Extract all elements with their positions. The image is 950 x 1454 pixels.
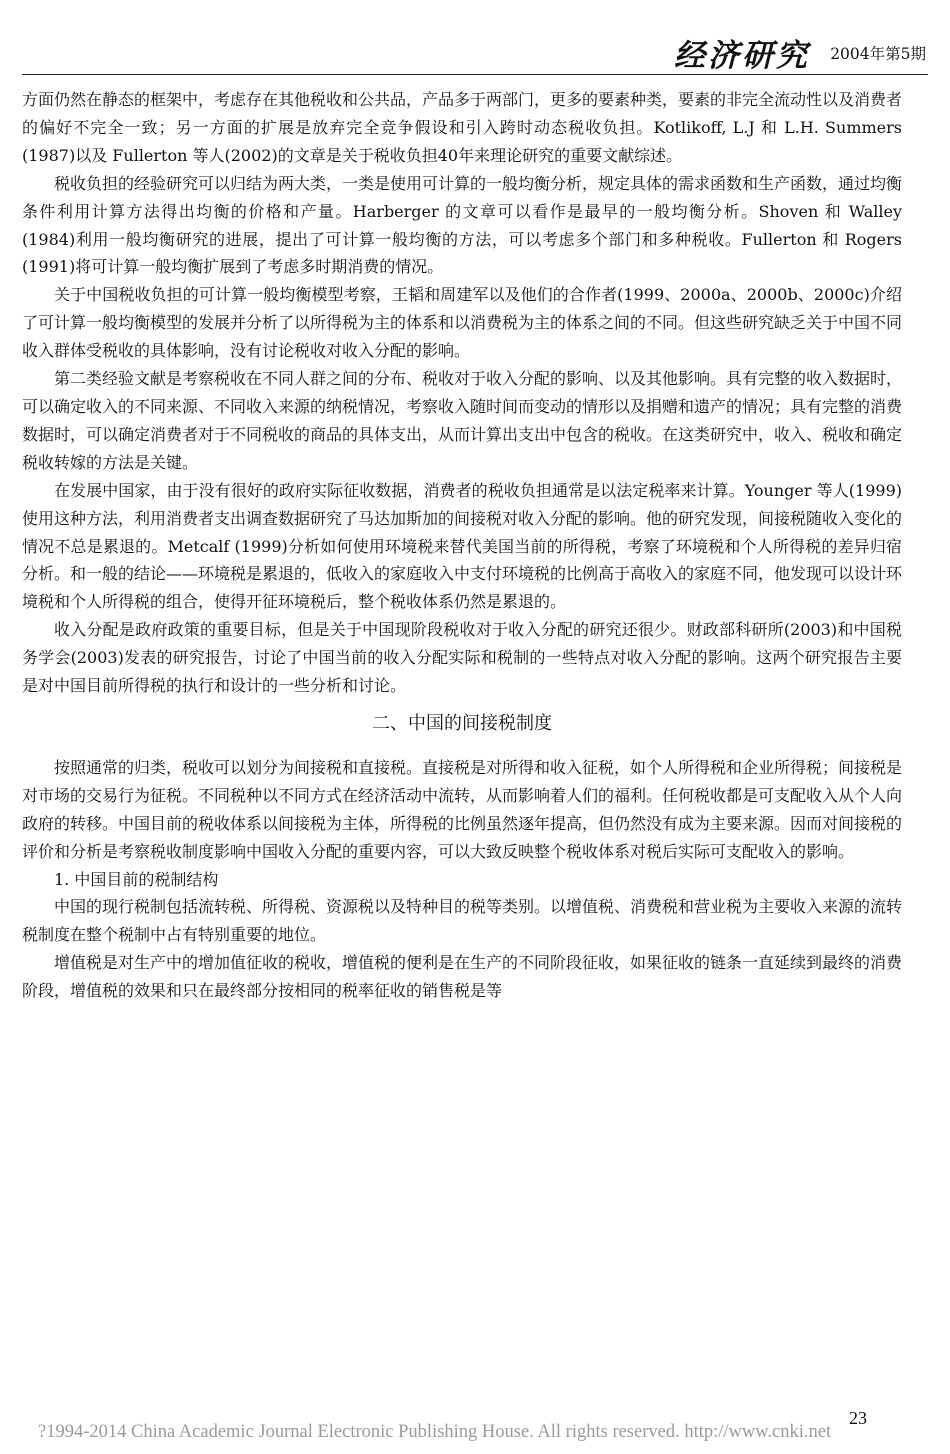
paragraph: 在发展中国家，由于没有很好的政府实际征收数据，消费者的税收负担通常是以法定税率来计算。Younger 等人(1999)使用这种方法，利用消费者支出调查数据研究了马达加斯加的间接税对收入分配的影响。他的研究发现，间接税随收入变化的情况不总是累退的。Metcalf (1999)分析如何使用环境税来替代美国当前的所得税，考察了环境税和个人所得税的差异归宿分析。和一般的结论——环境税是累退的，低收入的家庭收入中支付环境税的比例高于高收入的家庭不同，他发现可以设计环境税和个人所得税的组合，使得开征环境税后，整个税收体系仍然是累退的。: [22, 480, 903, 612]
page-number: 23: [849, 1408, 867, 1428]
issue-label: 2004年第5期: [830, 45, 926, 63]
paragraph: 第二类经验文献是考察税收在不同人群之间的分布、税收对于收入分配的影响、以及其他影响。具有完整的收入数据时，可以确定收入的不同来源、不同收入来源的纳税情况，考察收入随时间而变动的情形以及捐赠和遗产的情况；具有完整的消费数据时，可以确定消费者对于不同税收的商品的具体支出，从而计算出支出中包含的税收。在这类研究中，收入、税收和确定税收转嫁的方法是关键。: [22, 369, 903, 472]
journal-logo: 经济研究: [674, 38, 810, 74]
paragraph: 收入分配是政府政策的重要目标，但是关于中国现阶段税收对于收入分配的研究还很少。财政部科研所(2003)和中国税务学会(2003)发表的研究报告，讨论了中国当前的收入分配实际和税制的一些特点对收入分配的影响。这两个研究报告主要是对中国目前所得税的执行和设计的一些分析和讨论。: [22, 620, 902, 696]
subsection-heading: 1. 中国目前的税制结构: [54, 869, 219, 889]
page-header: [22, 24, 928, 75]
paragraph: 按照通常的归类，税收可以划分为间接税和直接税。直接税是对所得和收入征税，如个人所得税和企业所得税；间接税是对市场的交易行为征税。不同税种以不同方式在经济活动中流转，从而影响着人们的福利。任何税收都是可支配收入从个人向政府的转移。中国目前的税收体系以间接税为主体，所得税的比例虽然逐年提高，但仍然没有成为主要来源。因而对间接税的评价和分析是考察税收制度影响中国收入分配的重要内容，可以大致反映整个税收体系对税后实际可支配收入的影响。: [22, 757, 903, 861]
paragraph: 增值税是对生产中的增加值征收的税收，增值税的便利是在生产的不同阶段征收，如果征收的链条一直延续到最终的消费阶段，增值税的效果和只在最终部分按相同的税率征收的销售税是等: [22, 953, 903, 1001]
copyright-footer: ?1994-2014 China Academic Journal Electronic Publishing House. All rights reserved. http://www.cnki.net: [38, 1422, 832, 1442]
paragraph: 中国的现行税制包括流转税、所得税、资源税以及特种目的税等类别。以增值税、消费税和营业税为主要收入来源的流转税制度在整个税制中占有特别重要的地位。: [22, 897, 903, 945]
article-body: [22, 86, 902, 1005]
section-title: 二、中国的间接税制度: [372, 712, 552, 734]
paragraph: 税收负担的经验研究可以归结为两大类，一类是使用可计算的一般均衡分析，规定具体的需求函数和生产函数，通过均衡条件利用计算方法得出均衡的价格和产量。Harberger 的文章可以看作是最早的一般均衡分析。Shoven 和 Walley (1984)利用一般均衡研究的进展，提出了可计算一般均衡的方法，可以考虑多个部门和多种税收。Fullerton 和 Rogers (1991)将可计算一般均衡扩展到了考虑多时期消费的情况。: [22, 173, 903, 277]
paragraph: 方面仍然在静态的框架中，考虑存在其他税收和公共品，产品多于两部门，更多的要素种类，要素的非完全流动性以及消费者的偏好不完全一致；另一方面的扩展是放弃完全竞争假设和引入跨时动态税收负担。Kotlikoff, L.J 和 L.H. Summers (1987)以及 Fullerton 等人(2002)的文章是关于税收负担40年来理论研究的重要文献综述。: [22, 90, 903, 165]
paragraph: 关于中国税收负担的可计算一般均衡模型考察，王韬和周建军以及他们的合作者(1999、2000a、2000b、2000c)介绍了可计算一般均衡模型的发展并分析了以所得税为主的体系和以消费税为主的体系之间的不同。但这些研究缺乏关于中国不同收入群体受税收的具体影响，没有讨论税收对收入分配的影响。: [22, 285, 903, 361]
